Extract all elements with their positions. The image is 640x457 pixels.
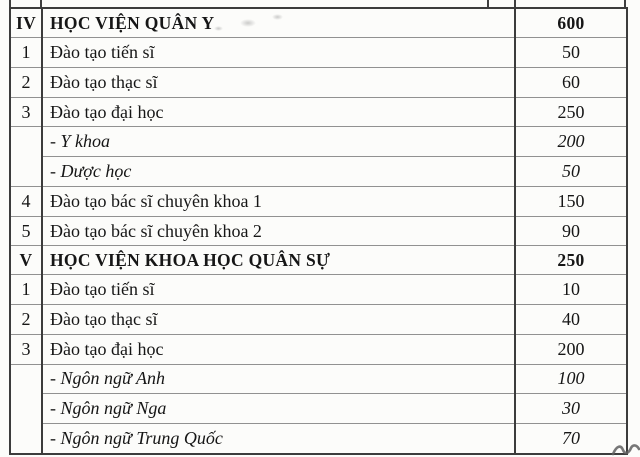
table-row [10,67,627,97]
row-value-cell: 30 [515,394,627,424]
row-value-cell: 40 [515,305,627,335]
row-value-cell: 200 [515,334,627,364]
table-row [10,364,627,394]
row-number-cell: 3 [10,334,42,364]
row-label-cell: - Y khoa [42,127,515,157]
row-number-cell: 1 [10,38,42,68]
ink-mark-icon [610,440,640,457]
row-number-cell: 1 [10,275,42,305]
row-value-cell: 50 [515,38,627,68]
row-number-cell: 4 [10,186,42,216]
row-number-cell: 2 [10,305,42,335]
row-label-cell: - Ngôn ngữ Nga [42,394,515,424]
row-label-cell: - Dược học [42,157,515,187]
table-row [10,275,627,305]
row-value-cell: 600 [515,8,627,38]
table-row [10,97,627,127]
row-label-cell: Đào tạo thạc sĩ [42,305,515,335]
row-label-cell: HỌC VIỆN KHOA HỌC QUÂN SỰ [42,246,515,275]
row-number-cell: 3 [10,97,42,127]
row-label-cell: Đào tạo đại học [42,97,515,127]
row-label-cell: - Ngôn ngữ Anh [42,364,515,394]
row-label-cell: Đào tạo thạc sĩ [42,67,515,97]
table-row [10,157,627,187]
row-number-cell: 5 [10,216,42,246]
row-label-cell: Đào tạo đại học [42,334,515,364]
table-row [10,8,627,38]
scan-smudge [272,14,283,20]
row-value-cell: 250 [515,97,627,127]
table-row [10,127,627,157]
row-value-cell: 90 [515,216,627,246]
table-row [10,334,627,364]
row-value-cell: 200 [515,127,627,157]
table-row [10,186,627,216]
row-value-cell: 60 [515,67,627,97]
table-row [10,394,627,424]
row-label-cell: Đào tạo tiến sĩ [42,38,515,68]
row-label-cell: Đào tạo tiến sĩ [42,275,515,305]
scan-smudge [240,19,256,27]
table-row [10,423,627,454]
row-value-cell: 70 [515,423,627,454]
row-value-cell: 250 [515,246,627,275]
table-row [10,38,627,68]
row-label-cell: Đào tạo bác sĩ chuyên khoa 2 [42,216,515,246]
row-number-cell [10,127,42,186]
row-value-cell: 150 [515,186,627,216]
row-label-cell: Đào tạo bác sĩ chuyên khoa 1 [42,186,515,216]
enrollment-table [9,7,628,455]
row-value-cell: 100 [515,364,627,394]
row-number-cell: 2 [10,67,42,97]
row-label-cell: HỌC VIỆN QUÂN Y [42,8,515,38]
table-row [10,305,627,335]
table-row [10,216,627,246]
row-label-cell: - Ngôn ngữ Trung Quốc [42,423,515,454]
row-value-cell: 50 [515,157,627,187]
row-number-cell: IV [15,12,37,33]
table-row [10,246,627,275]
row-number-cell: V [10,246,42,275]
scan-smudge [214,26,223,31]
row-value-cell: 10 [515,275,627,305]
row-number-cell [10,364,42,454]
